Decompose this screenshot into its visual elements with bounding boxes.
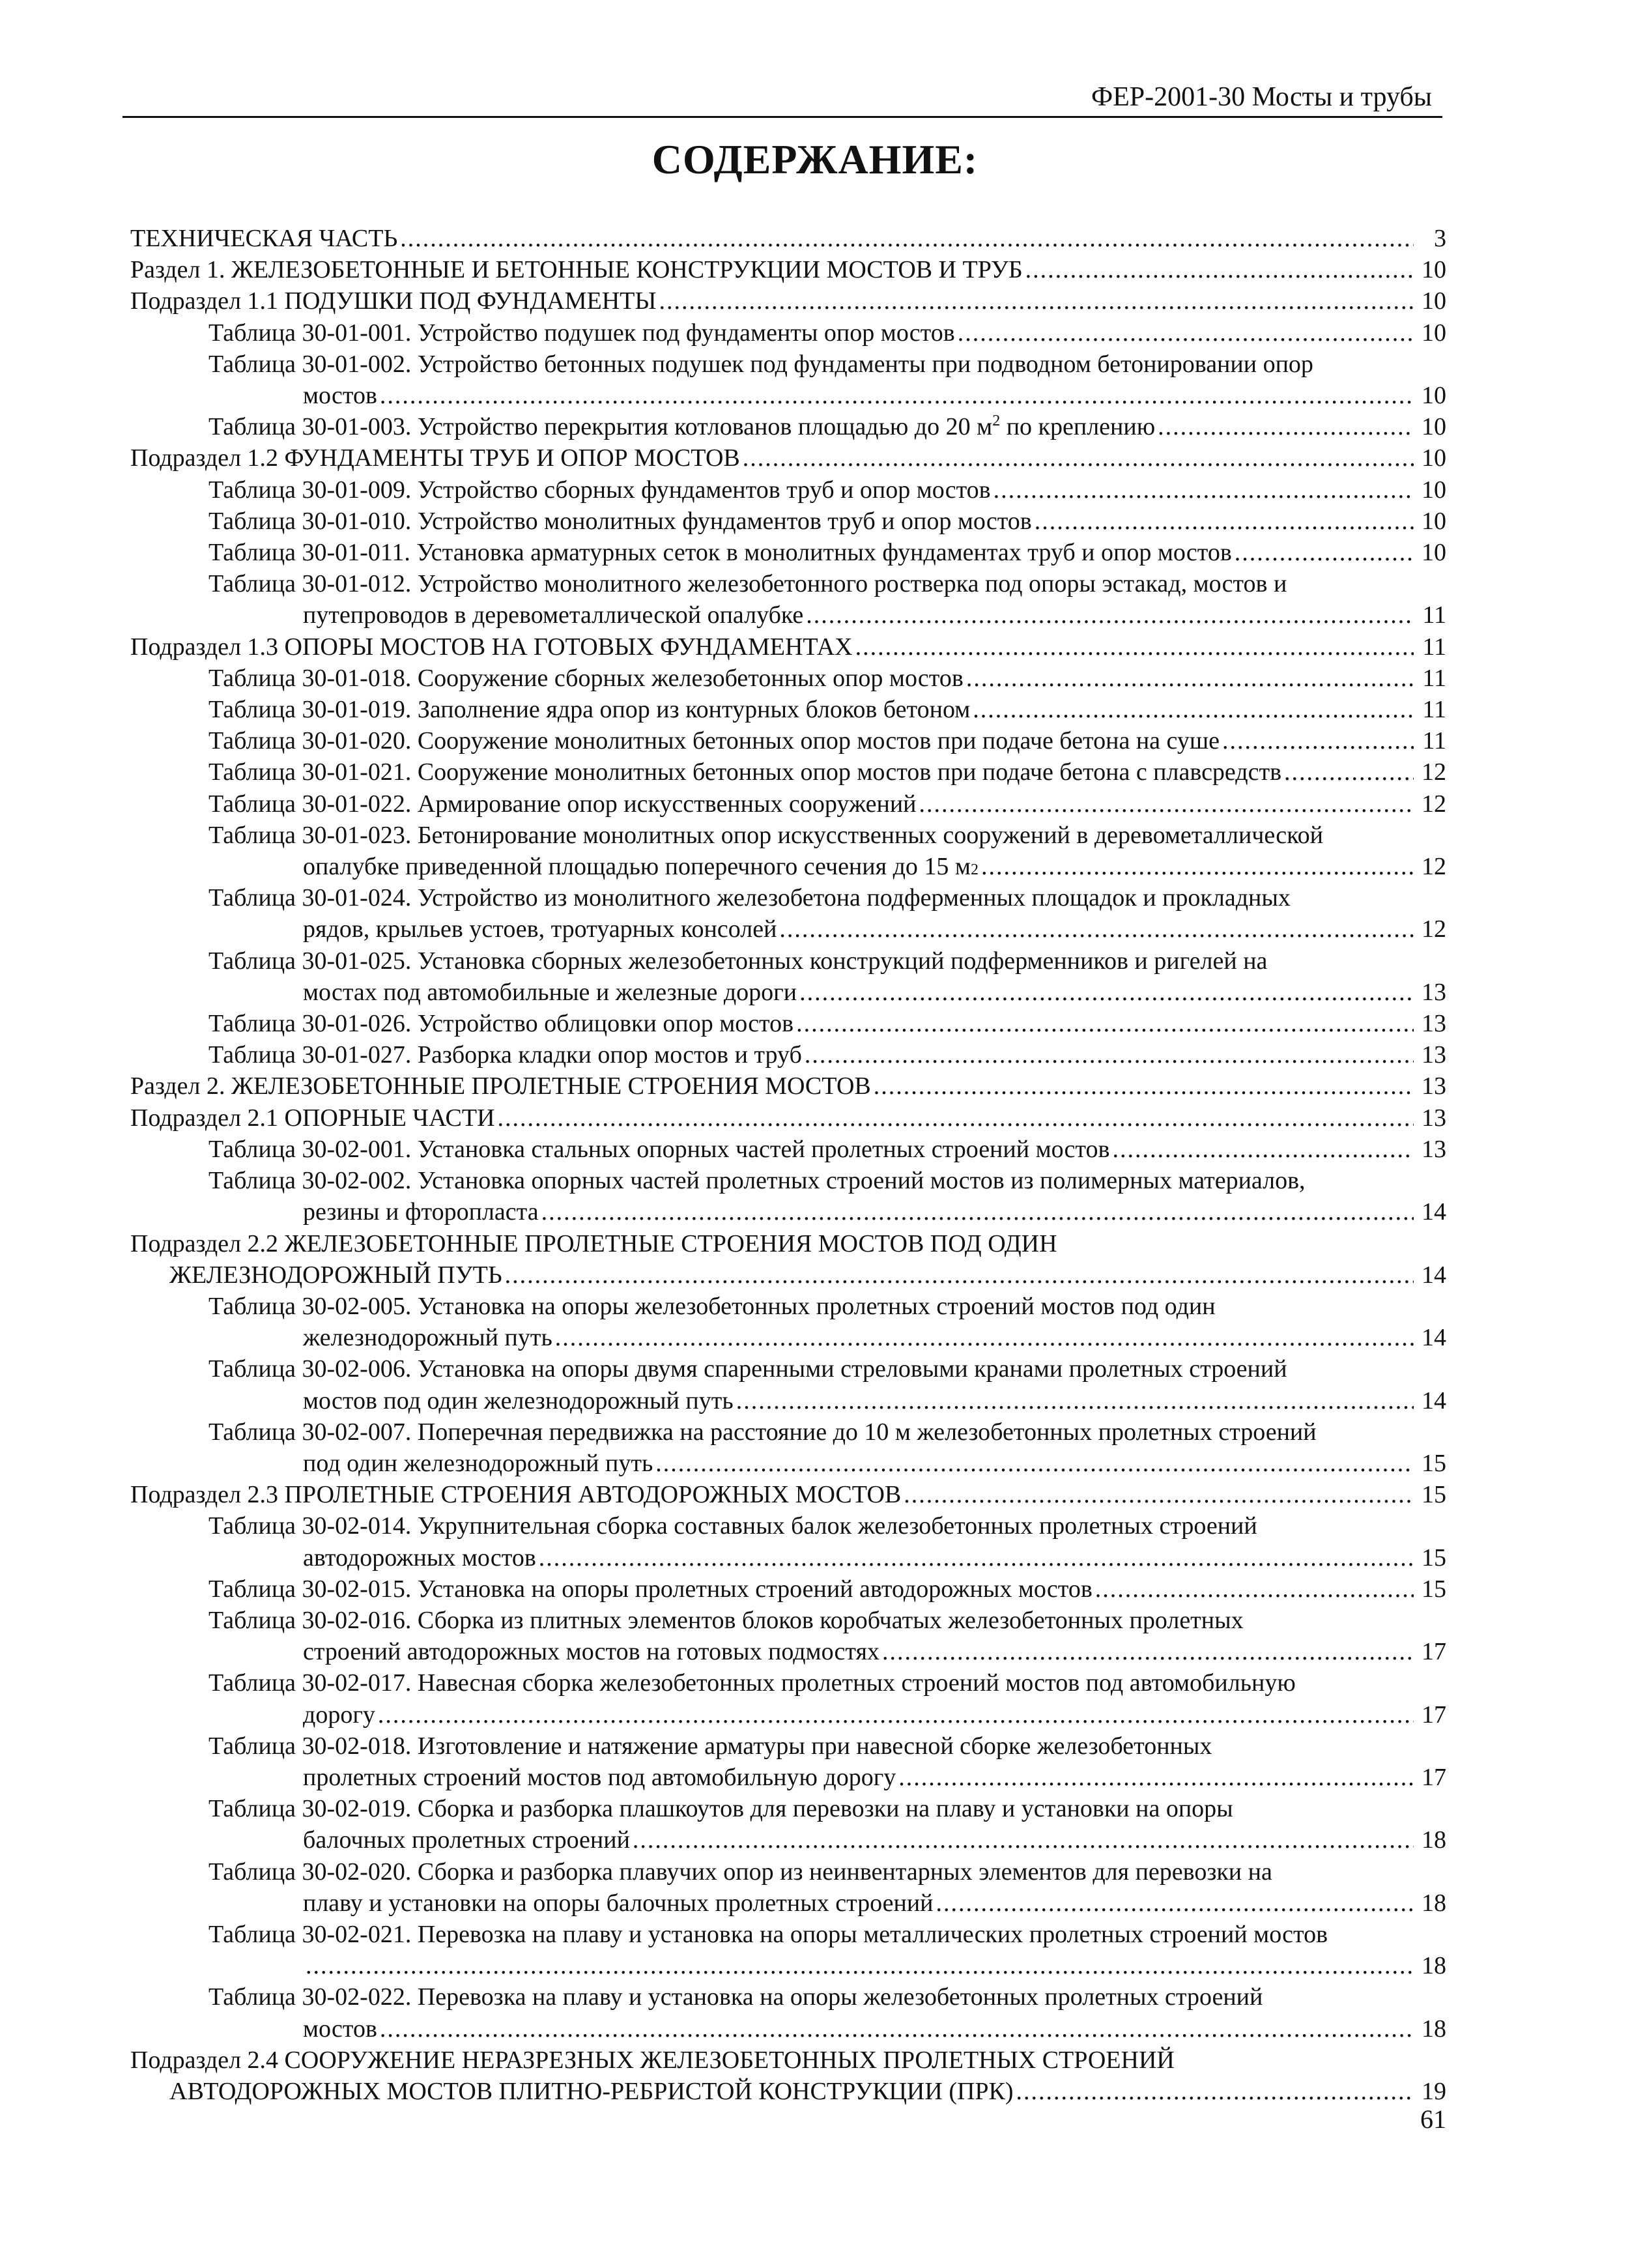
toc-entry[interactable] bbox=[130, 694, 1446, 725]
toc-entry-text: Таблица 30-02-017. Навесная сборка железобетонных пролетных строений мостов под автомобильную bbox=[208, 1669, 1296, 1697]
toc-entry[interactable] bbox=[130, 1416, 1446, 1479]
toc-page-number: 15 bbox=[1422, 1449, 1446, 1477]
toc-entry-text: резины и фторопласта bbox=[303, 1198, 539, 1226]
toc-page-number: 10 bbox=[1422, 382, 1446, 410]
toc-entry-text: Таблица 30-02-016. Сборка из плитных элементов блоков коробчатых железобетонных пролетных bbox=[208, 1606, 1244, 1634]
toc-entry-text: Подраздел 2.4 СООРУЖЕНИЕ НЕРАЗРЕЗНЫХ ЖЕЛЕЗОБЕТОННЫХ ПРОЛЕТНЫХ СТРОЕНИЙ bbox=[130, 2046, 1175, 2074]
toc-entry-text: путепроводов в деревометаллической опалубке bbox=[303, 601, 804, 629]
toc-entry-text: Таблица 30-01-010. Устройство монолитных фундаментов труб и опор мостов bbox=[208, 507, 1032, 535]
toc-entry[interactable] bbox=[130, 788, 1446, 820]
dot-leader bbox=[655, 1448, 1414, 1479]
dot-leader bbox=[1025, 254, 1414, 285]
toc-entry-text: Таблица 30-01-019. Заполнение ядра опор из контурных блоков бетоном bbox=[208, 696, 971, 724]
toc-page-number: 10 bbox=[1422, 287, 1446, 315]
dot-leader bbox=[498, 1102, 1414, 1134]
toc-entry[interactable] bbox=[130, 725, 1446, 756]
toc-page-number: 10 bbox=[1422, 507, 1446, 535]
toc-page-number: 19 bbox=[1422, 2077, 1446, 2105]
toc-entry-text: Таблица 30-02-018. Изготовление и натяжение арматуры при навесной сборке железобетонных bbox=[208, 1732, 1212, 1760]
toc-entry-text: Подраздел 2.1 ОПОРНЫЕ ЧАСТИ bbox=[130, 1104, 495, 1132]
dot-leader bbox=[306, 1950, 1414, 1981]
toc-entry[interactable] bbox=[130, 349, 1446, 411]
toc-entry-text: ЖЕЛЕЗНОДОРОЖНЫЙ ПУТЬ bbox=[169, 1261, 502, 1289]
dot-leader bbox=[541, 1196, 1414, 1227]
toc-entry-text: Таблица 30-02-015. Установка на опоры пролетных строений автодорожных мостов bbox=[208, 1575, 1093, 1603]
toc-page-number: 14 bbox=[1422, 1261, 1446, 1289]
dot-leader bbox=[659, 285, 1414, 317]
toc-entry-text: Подраздел 1.2 ФУНДАМЕНТЫ ТРУБ И ОПОР МОСТОВ bbox=[130, 444, 740, 472]
toc-entry[interactable] bbox=[130, 442, 1446, 474]
toc-entry-text: Таблица 30-01-012. Устройство монолитного железобетонного ростверка под опоры эстакад, мостов и bbox=[208, 570, 1287, 598]
dot-leader bbox=[874, 1070, 1414, 1102]
toc-page-number: 13 bbox=[1422, 1104, 1446, 1132]
toc-page-number: 12 bbox=[1422, 790, 1446, 818]
dot-leader bbox=[796, 1008, 1414, 1039]
page-title: СОДЕРЖАНИЕ: bbox=[651, 136, 979, 182]
toc-entry[interactable] bbox=[130, 1730, 1446, 1793]
toc-page-number: 10 bbox=[1422, 413, 1446, 441]
toc-page-number: 13 bbox=[1422, 1072, 1446, 1100]
toc-entry[interactable] bbox=[130, 254, 1446, 285]
dot-leader bbox=[736, 1385, 1414, 1416]
toc-entry-text: Таблица 30-02-006. Установка на опоры двумя спаренными стреловыми кранами пролетных строений bbox=[208, 1355, 1287, 1383]
dot-leader bbox=[743, 442, 1414, 474]
toc-page-number: 18 bbox=[1422, 1952, 1446, 1980]
toc-entry-text: Таблица 30-02-021. Перевозка на плаву и установка на опоры металлических пролетных строений мостов bbox=[208, 1920, 1328, 1948]
toc-entry-text: Таблица 30-02-020. Сборка и разборка плавучих опор из неинвентарных элементов для перевозки на bbox=[208, 1858, 1272, 1886]
toc-entry-text: мостов bbox=[303, 382, 377, 410]
toc-entry[interactable] bbox=[130, 1573, 1446, 1605]
dot-leader bbox=[966, 663, 1414, 694]
toc-page-number: 3 bbox=[1434, 225, 1446, 252]
toc-entry-text: Таблица 30-01-009. Устройство сборных фундаментов труб и опор мостов bbox=[208, 476, 991, 504]
toc-page-number: 13 bbox=[1422, 1135, 1446, 1163]
toc-page-number: 14 bbox=[1422, 1324, 1446, 1352]
toc-entry[interactable] bbox=[130, 631, 1446, 663]
toc-entry-text: опалубке приведенной площадью поперечного сечения до 15 м bbox=[303, 853, 971, 881]
toc-page-number: 14 bbox=[1422, 1386, 1446, 1414]
toc-page-number: 13 bbox=[1422, 1010, 1446, 1038]
toc-entry[interactable] bbox=[130, 1039, 1446, 1070]
dot-leader bbox=[1235, 537, 1414, 568]
toc-page-number: 13 bbox=[1422, 978, 1446, 1006]
running-header bbox=[122, 77, 1442, 118]
toc-entry-text: ТЕХНИЧЕСКАЯ ЧАСТЬ bbox=[130, 225, 398, 252]
table-of-contents bbox=[130, 223, 1446, 2107]
toc-entry-text: Таблица 30-01-024. Устройство из монолитного железобетона подферменных площадок и прокладных bbox=[208, 884, 1291, 912]
toc-entry-text: Таблица 30-01-011. Установка арматурных сеток в монолитных фундаментах труб и опор мостов bbox=[208, 539, 1232, 567]
dot-leader bbox=[633, 1824, 1414, 1856]
toc-entry-text: Подраздел 1.3 ОПОРЫ МОСТОВ НА ГОТОВЫХ ФУНДАМЕНТАХ bbox=[130, 633, 853, 661]
toc-entry-text: Таблица 30-01-018. Сооружение сборных железобетонных опор мостов bbox=[208, 664, 964, 692]
toc-entry[interactable] bbox=[130, 1070, 1446, 1102]
toc-entry-text: Таблица 30-02-001. Установка стальных опорных частей пролетных строений мостов bbox=[208, 1135, 1110, 1163]
toc-entry-text: Таблица 30-01-020. Сооружение монолитных бетонных опор мостов при подаче бетона на суше bbox=[208, 727, 1220, 755]
dot-leader bbox=[919, 788, 1414, 820]
toc-entry-text: дорогу bbox=[303, 1701, 375, 1729]
page-number: 61 bbox=[1420, 2104, 1446, 2134]
toc-entry-text: Таблица 30-02-002. Установка опорных частей пролетных строений мостов из полимерных материалов, bbox=[208, 1167, 1306, 1195]
toc-entry-text: под один железнодорожный путь bbox=[303, 1449, 653, 1477]
toc-entry-text: балочных пролетных строений bbox=[303, 1826, 630, 1854]
toc-page-number: 15 bbox=[1422, 1575, 1446, 1603]
dot-leader bbox=[1016, 2076, 1414, 2107]
dot-leader bbox=[855, 631, 1414, 663]
toc-page-number: 17 bbox=[1422, 1638, 1446, 1666]
toc-entry-text: Подраздел 2.3 ПРОЛЕТНЫЕ СТРОЕНИЯ АВТОДОРОЖНЫХ МОСТОВ bbox=[130, 1481, 902, 1509]
toc-entry-text: мостов bbox=[303, 2015, 377, 2043]
toc-entry[interactable] bbox=[130, 663, 1446, 694]
toc-page-number: 10 bbox=[1422, 319, 1446, 347]
toc-entry[interactable] bbox=[130, 945, 1446, 1008]
toc-entry-text: Раздел 2. ЖЕЛЕЗОБЕТОННЫЕ ПРОЛЕТНЫЕ СТРОЕНИЯ МОСТОВ bbox=[130, 1072, 871, 1100]
dot-leader bbox=[1112, 1134, 1414, 1165]
header-text: ФЕР-2001-30 Мосты и трубы bbox=[1091, 82, 1432, 112]
toc-entry-text: Раздел 1. ЖЕЛЕЗОБЕТОННЫЕ И БЕТОННЫЕ КОНСТРУКЦИИ МОСТОВ И ТРУБ bbox=[130, 256, 1023, 284]
toc-entry[interactable] bbox=[130, 1856, 1446, 1919]
dot-leader bbox=[400, 223, 1414, 254]
toc-entry[interactable] bbox=[130, 1510, 1446, 1573]
toc-entry[interactable] bbox=[130, 1667, 1446, 1730]
toc-entry-text: Таблица 30-01-026. Устройство облицовки опор мостов bbox=[208, 1010, 794, 1038]
dot-leader bbox=[380, 380, 1414, 411]
toc-page-number: 18 bbox=[1422, 1889, 1446, 1917]
toc-entry[interactable] bbox=[130, 1134, 1446, 1165]
toc-entry-text: Таблица 30-02-005. Установка на опоры железобетонных пролетных строений мостов под один bbox=[208, 1292, 1216, 1320]
dot-leader bbox=[994, 474, 1414, 506]
toc-entry-text: Таблица 30-01-021. Сооружение монолитных бетонных опор мостов при подаче бетона с плавсредств bbox=[208, 758, 1282, 786]
dot-leader bbox=[806, 599, 1414, 631]
toc-page-number: 10 bbox=[1422, 256, 1446, 284]
toc-entry-text: Подраздел 2.2 ЖЕЛЕЗОБЕТОННЫЕ ПРОЛЕТНЫЕ СТРОЕНИЯ МОСТОВ ПОД ОДИН bbox=[130, 1229, 1057, 1257]
toc-page-number: 10 bbox=[1422, 539, 1446, 567]
toc-page-number: 11 bbox=[1422, 727, 1446, 755]
toc-entry[interactable] bbox=[130, 1228, 1446, 1291]
dot-leader bbox=[936, 1888, 1414, 1919]
toc-entry[interactable] bbox=[130, 568, 1446, 631]
toc-entry-text: железнодорожный путь bbox=[303, 1324, 552, 1352]
toc-entry-text: мостах под автомобильные и железные дороги bbox=[303, 978, 797, 1006]
dot-leader bbox=[505, 1259, 1414, 1291]
toc-entry-text: Таблица 30-01-001. Устройство подушек под фундаменты опор мостов bbox=[208, 319, 955, 347]
toc-page-number: 18 bbox=[1422, 2015, 1446, 2043]
toc-entry-text: автодорожных мостов bbox=[303, 1543, 536, 1572]
dot-leader bbox=[1035, 506, 1414, 537]
toc-entry[interactable] bbox=[130, 1479, 1446, 1510]
toc-page-number: 15 bbox=[1422, 1481, 1446, 1509]
toc-page-number: 10 bbox=[1422, 444, 1446, 472]
dot-leader bbox=[779, 913, 1414, 945]
dot-leader bbox=[799, 977, 1414, 1008]
toc-entry[interactable] bbox=[130, 1165, 1446, 1227]
toc-entry[interactable] bbox=[130, 474, 1446, 506]
toc-entry-text: Таблица 30-01-025. Установка сборных железобетонных конструкций подферменников и ригелей на bbox=[208, 947, 1268, 975]
toc-page-number: 12 bbox=[1422, 915, 1446, 943]
dot-leader bbox=[1284, 756, 1414, 788]
toc-entry[interactable] bbox=[130, 1353, 1446, 1416]
toc-entry[interactable] bbox=[130, 506, 1446, 537]
dot-leader bbox=[380, 2013, 1414, 2045]
toc-entry[interactable] bbox=[130, 1981, 1446, 2044]
toc-entry[interactable] bbox=[130, 1008, 1446, 1039]
dot-leader bbox=[805, 1039, 1414, 1070]
toc-page-number: 10 bbox=[1422, 476, 1446, 504]
toc-entry-text: Таблица 30-01-022. Армирование опор искусственных сооружений bbox=[208, 790, 917, 818]
toc-entry[interactable] bbox=[130, 756, 1446, 788]
dot-leader bbox=[378, 1699, 1414, 1730]
toc-entry-text: Таблица 30-02-022. Перевозка на плаву и установка на опоры железобетонных пролетных строений bbox=[208, 1983, 1263, 2011]
toc-entry-text: АВТОДОРОЖНЫХ МОСТОВ ПЛИТНО-РЕБРИСТОЙ КОНСТРУКЦИИ (ПРК) bbox=[169, 2077, 1014, 2105]
toc-page-number: 17 bbox=[1422, 1763, 1446, 1791]
toc-entry-text: Таблица 30-01-023. Бетонирование монолитных опор искусственных сооружений в деревометаллической bbox=[208, 821, 1323, 849]
toc-entry[interactable] bbox=[130, 317, 1446, 349]
toc-entry-text: Таблица 30-01-003. Устройство перекрытия котлованов площадью до 20 $м^2$ по креплению bbox=[208, 412, 1156, 441]
toc-entry[interactable] bbox=[130, 1291, 1446, 1353]
toc-page-number: 12 bbox=[1422, 853, 1446, 881]
toc-entry-text: плаву и установки на опоры балочных пролетных строений bbox=[303, 1889, 934, 1917]
toc-entry[interactable] bbox=[130, 882, 1446, 945]
toc-entry-text: Таблица 30-01-027. Разборка кладки опор мостов и труб bbox=[208, 1041, 802, 1069]
dot-leader bbox=[1222, 725, 1414, 756]
toc-entry-text: Таблица 30-02-007. Поперечная передвижка на расстояние до 10 м железобетонных пролетных строений bbox=[208, 1418, 1317, 1446]
dot-leader bbox=[1095, 1573, 1414, 1605]
toc-entry[interactable] bbox=[130, 223, 1446, 254]
dot-leader bbox=[958, 317, 1414, 349]
toc-entry[interactable]: Таблица 30-01-023. Бетонирование монолитных опор искусственных сооружений в деревометаллической опалубке приведенной площадью поперечного сечения до 15 м 2 ..... 12 bbox=[130, 820, 1446, 882]
toc-entry[interactable] bbox=[130, 2045, 1446, 2107]
toc-entry-text: пролетных строений мостов под автомобильную дорогу bbox=[303, 1763, 896, 1791]
toc-page-number: 11 bbox=[1422, 696, 1446, 724]
toc-entry[interactable] bbox=[130, 537, 1446, 568]
toc-page-number: 15 bbox=[1422, 1543, 1446, 1572]
toc-page-number: 17 bbox=[1422, 1701, 1446, 1729]
toc-entry[interactable] bbox=[130, 1605, 1446, 1667]
toc-page-number: 14 bbox=[1422, 1198, 1446, 1226]
toc-page-number: 11 bbox=[1422, 664, 1446, 692]
toc-entry[interactable] bbox=[130, 285, 1446, 317]
toc-entry-text: Таблица 30-02-014. Укрупнительная сборка составных балок железобетонных пролетных строений bbox=[208, 1512, 1257, 1540]
toc-page-number: 11 bbox=[1422, 633, 1446, 661]
toc-page-number: 12 bbox=[1422, 758, 1446, 786]
dot-leader bbox=[555, 1322, 1414, 1353]
toc-entry-text: Таблица 30-02-019. Сборка и разборка плашкоутов для перевозки на плаву и установки на опоры bbox=[208, 1795, 1233, 1823]
dot-leader bbox=[1158, 411, 1414, 442]
toc-entry[interactable] bbox=[130, 1102, 1446, 1134]
toc-page-number: 11 bbox=[1422, 601, 1446, 629]
dot-leader bbox=[898, 1762, 1414, 1793]
toc-page-number: 13 bbox=[1422, 1041, 1446, 1069]
dot-leader bbox=[882, 1636, 1414, 1667]
toc-entry[interactable] bbox=[130, 1793, 1446, 1856]
toc-page-number: 18 bbox=[1422, 1826, 1446, 1854]
toc-entry-text: Подраздел 1.1 ПОДУШКИ ПОД ФУНДАМЕНТЫ bbox=[130, 287, 657, 315]
toc-entry-text: Таблица 30-01-002. Устройство бетонных подушек под фундаменты при подводном бетонировании опор bbox=[208, 350, 1313, 378]
dot-leader bbox=[904, 1479, 1414, 1510]
toc-entry-text: рядов, крыльев устоев, тротуарных консолей bbox=[303, 915, 777, 943]
toc-entry-text: мостов под один железнодорожный путь bbox=[303, 1386, 734, 1414]
dot-leader bbox=[981, 851, 1414, 882]
dot-leader bbox=[973, 694, 1414, 725]
toc-entry[interactable] bbox=[130, 1919, 1446, 1981]
dot-leader bbox=[539, 1542, 1414, 1573]
toc-entry[interactable] bbox=[130, 411, 1446, 442]
toc-entry-text: строений автодорожных мостов на готовых подмостях bbox=[303, 1638, 880, 1666]
